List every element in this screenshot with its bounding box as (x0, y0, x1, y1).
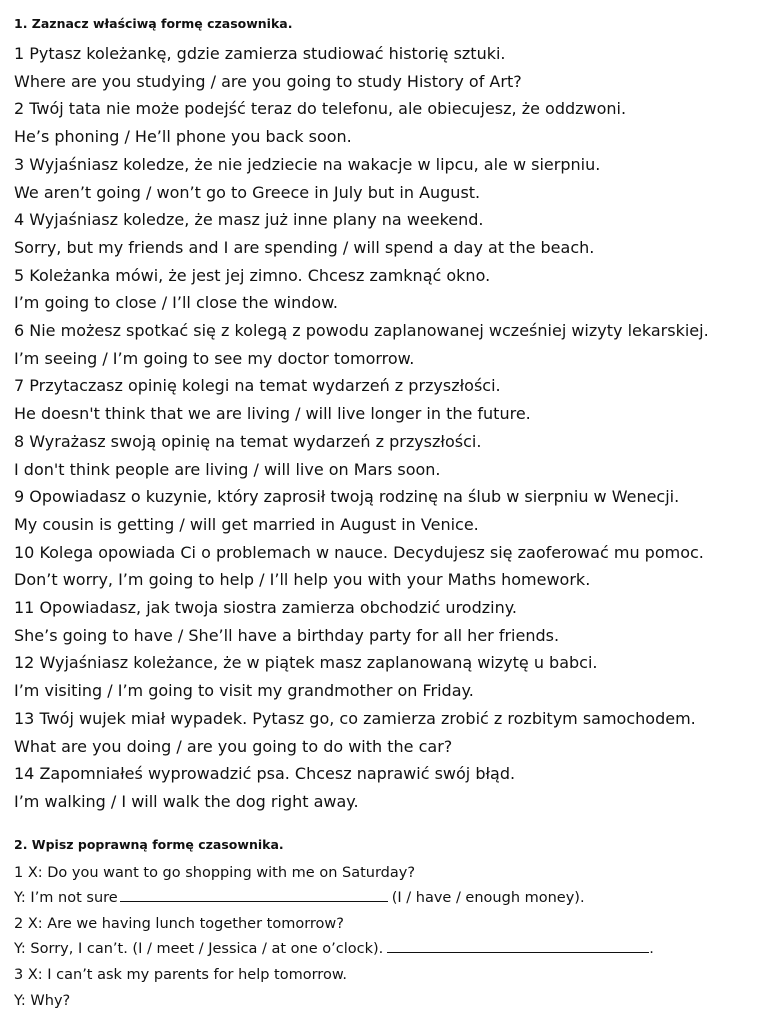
exercise-1-prompt-6: 6 Nie możesz spotkać się z kolegą z powodu zaplanowanej wcześniej wizyty lekarskiej. (14, 321, 709, 341)
exercise-2-heading: 2. Wpisz poprawną formę czasownika. (14, 836, 284, 852)
exercise-1-prompt-5: 5 Koleżanka mówi, że jest jej zimno. Chcesz zamknąć okno. (14, 265, 491, 285)
exercise-1-answer-2: He’s phoning / He’ll phone you back soon. (14, 127, 352, 147)
exercise-1-prompt-14: 14 Zapomniałeś wyprowadzić psa. Chcesz naprawić swój błąd. (14, 764, 516, 784)
exercise-1-list (14, 40, 754, 816)
exercise-2-question-3: 3 X: I can’t ask my parents for help tomorrow. (14, 967, 347, 984)
exercise-1-prompt-12: 12 Wyjaśniasz koleżance, że w piątek masz zaplanowaną wizytę u babci. (14, 653, 598, 673)
exercise-1-answer-7: He doesn't think that we are living / will live longer in the future. (14, 404, 531, 424)
exercise-1-answer-9: My cousin is getting / will get married in August in Venice. (14, 514, 479, 534)
exercise-1-prompt-10: 10 Kolega opowiada Ci o problemach w nauce. Decydujesz się zaoferować mu pomoc. (14, 542, 704, 562)
answer-blank-2[interactable] (387, 938, 649, 953)
exercise-1-prompt-11: 11 Opowiadasz, jak twoja siostra zamierza obchodzić urodziny. (14, 598, 517, 618)
exercise-1-prompt-4: 4 Wyjaśniasz koledze, że masz już inne plany na weekend. (14, 210, 484, 230)
exercise-1-answer-6: I’m seeing / I’m going to see my doctor tomorrow. (14, 348, 415, 368)
exercise-2-response-2-end: . (649, 941, 654, 958)
exercise-1-answer-4: Sorry, but my friends and I are spending / will spend a day at the beach. (14, 237, 595, 257)
exercise-1-answer-14: I’m walking / I will walk the dog right away. (14, 791, 359, 811)
exercise-1-answer-3: We aren’t going / won’t go to Greece in July but in August. (14, 182, 481, 202)
exercise-2-response-2 (14, 937, 754, 963)
exercise-2-question-1: 1 X: Do you want to go shopping with me on Saturday? (14, 864, 416, 881)
exercise-1-answer-8: I don't think people are living / will live on Mars soon. (14, 459, 441, 479)
exercise-1-heading: 1. Zaznacz właściwą formę czasownika. (14, 16, 293, 31)
exercise-1-answer-11: She’s going to have / She’ll have a birthday party for all her friends. (14, 625, 560, 645)
exercise-1-prompt-7: 7 Przytaczasz opinię kolegi na temat wydarzeń z przyszłości. (14, 376, 501, 396)
exercise-2-response-1-text: Y: I’m not sure (14, 890, 118, 907)
exercise-1-answer-13: What are you doing / are you going to do with the car? (14, 736, 453, 756)
exercise-2-response-1 (14, 886, 754, 912)
exercise-2-response-2-text: Y: Sorry, I can’t. (I / meet / Jessica / at one o’clock). (14, 941, 384, 958)
exercise-2-response-1-hint: (I / have / enough money). (391, 890, 585, 907)
exercise-1-prompt-2: 2 Twój tata nie może podejść teraz do telefonu, ale obiecujesz, że oddzwoni. (14, 99, 627, 119)
exercise-1-prompt-1: 1 Pytasz koleżankę, gdzie zamierza studiować historię sztuki. (14, 44, 506, 63)
exercise-1-answer-1: Where are you studying / are you going to study History of Art? (14, 71, 522, 91)
exercise-2-list (14, 861, 754, 1015)
exercise-1-answer-5: I’m going to close / I’ll close the window. (14, 293, 338, 313)
exercise-2-response-3: Y: Why? (14, 992, 71, 1009)
exercise-1-prompt-3: 3 Wyjaśniasz koledze, że nie jedziecie na wakacje w lipcu, ale w sierpniu. (14, 154, 601, 174)
exercise-1-answer-12: I’m visiting / I’m going to visit my grandmother on Friday. (14, 681, 474, 701)
exercise-1-prompt-9: 9 Opowiadasz o kuzynie, który zaprosił twoją rodzinę na ślub w sierpniu w Wenecji. (14, 487, 680, 507)
exercise-1-answer-10: Don’t worry, I’m going to help / I’ll help you with your Maths homework. (14, 570, 591, 590)
exercise-1-prompt-13: 13 Twój wujek miał wypadek. Pytasz go, co zamierza zrobić z rozbitym samochodem. (14, 708, 696, 728)
answer-blank-1[interactable] (120, 887, 388, 902)
exercise-1-prompt-8: 8 Wyrażasz swoją opinię na temat wydarzeń z przyszłości. (14, 431, 482, 451)
exercise-2-question-2: 2 X: Are we having lunch together tomorrow? (14, 915, 344, 932)
